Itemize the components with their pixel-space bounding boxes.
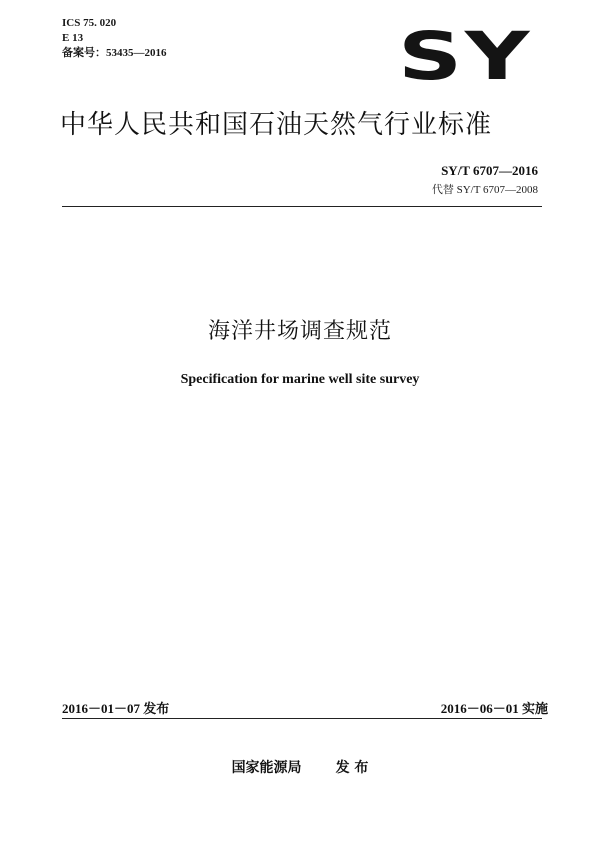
- issue-date: 2016－01－07 发布: [62, 701, 170, 716]
- classification-code: E 13: [62, 32, 84, 44]
- org-title: 中华人民共和国石油天然气行业标准: [60, 110, 493, 140]
- document-title-english: Specification for marine well site survey: [180, 372, 420, 387]
- sy-logo: SY: [398, 18, 533, 95]
- filing-number: 备案号：53435—2016: [62, 47, 167, 59]
- document-title-chinese: 海洋井场调查规范: [207, 319, 392, 344]
- publisher-action: 发 布: [335, 760, 369, 776]
- replaces-standard: 代替 SY/T 6707—2008: [431, 184, 538, 196]
- implementation-date: 2016－06－01 实施: [440, 701, 548, 716]
- ics-code: ICS 75. 020: [62, 17, 117, 29]
- publisher-name: 国家能源局: [231, 760, 302, 776]
- header-divider: [62, 206, 542, 207]
- footer-divider: [62, 718, 542, 719]
- standard-number: SY/T 6707—2016: [441, 163, 538, 178]
- publisher: [0, 757, 600, 777]
- document-metadata: [62, 16, 167, 61]
